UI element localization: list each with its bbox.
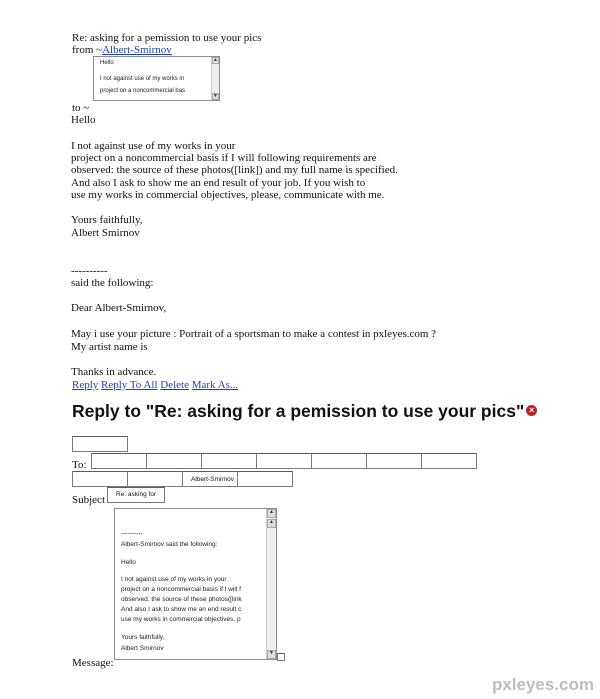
message-preview-box[interactable] bbox=[93, 56, 220, 101]
message-line: Albert Smirnov bbox=[121, 645, 164, 652]
scroll-down-icon[interactable]: ▼ bbox=[267, 650, 276, 659]
scroll-down-icon[interactable]: ▼ bbox=[213, 93, 218, 99]
body-line: Hello bbox=[71, 114, 96, 126]
recipient-field-7[interactable] bbox=[421, 453, 477, 469]
recipient-field-5[interactable] bbox=[311, 453, 367, 469]
message-line: And also I ask to show me an end result c bbox=[121, 606, 242, 613]
resize-handle[interactable] bbox=[277, 653, 285, 661]
message-line: use my works in commercial objectives, p bbox=[121, 616, 241, 623]
body-line: Albert Smirnov bbox=[71, 227, 140, 239]
mark-as-link[interactable]: Mark As... bbox=[191, 379, 239, 391]
scroll-up-icon[interactable]: ▲ bbox=[267, 509, 276, 518]
from-label: from ~ bbox=[72, 44, 103, 56]
subject-label: Subject bbox=[72, 494, 105, 506]
preview-line: project on a noncommercial bas bbox=[100, 88, 186, 94]
recipient-field-1[interactable] bbox=[91, 453, 147, 469]
recipient-field-6[interactable] bbox=[366, 453, 422, 469]
to-label: To: bbox=[72, 459, 87, 471]
message-line: project on a noncommercial basis if I will f bbox=[121, 586, 241, 593]
preview-line: Hello bbox=[100, 60, 114, 66]
top-blank-field[interactable] bbox=[72, 436, 128, 452]
scroll-up-icon[interactable]: ▲ bbox=[267, 519, 276, 528]
body-line: I not against use of my works in your bbox=[71, 140, 236, 152]
message-from bbox=[72, 44, 172, 56]
recipient-field-3[interactable] bbox=[201, 453, 257, 469]
reply-heading-text: Reply to "Re: asking for a pemission to use your pics" bbox=[72, 401, 525, 421]
message-line: ---------- bbox=[121, 530, 143, 537]
body-line: May i use your picture : Portrait of a sportsman to make a contest in pxleyes.com ? bbox=[71, 328, 437, 340]
watermark: pxleyes.com bbox=[491, 675, 594, 694]
message-line: Hello bbox=[121, 559, 136, 566]
message-subject: Re: asking for a pemission to use your pics bbox=[72, 32, 262, 44]
body-line: said the following: bbox=[71, 277, 154, 289]
recipient-value: Albert-Smirnov bbox=[191, 476, 234, 483]
reply-link[interactable]: Reply bbox=[72, 379, 99, 391]
body-line: use my works in commercial objectives, please, communicate with me. bbox=[71, 189, 385, 201]
body-line: observed: the source of these photos([link]) and my full name is specified. bbox=[71, 164, 398, 176]
recipient-field-2[interactable] bbox=[146, 453, 202, 469]
body-line: Thanks in advance. bbox=[71, 366, 157, 378]
subject-value: Re: asking for bbox=[116, 491, 157, 498]
recipient-input[interactable] bbox=[182, 471, 238, 487]
message-line: Albert-Smirnov said the following: bbox=[121, 541, 218, 548]
message-line: I not against use of my works in your bbox=[121, 576, 227, 583]
cc-field-1[interactable] bbox=[72, 471, 128, 487]
cc-field-2[interactable] bbox=[127, 471, 183, 487]
body-line: My artist name is bbox=[71, 341, 148, 353]
scroll-up-icon[interactable]: ▲ bbox=[213, 57, 218, 63]
message-textarea[interactable] bbox=[114, 508, 277, 660]
message-actions bbox=[72, 379, 238, 391]
body-line: Yours faithfully, bbox=[71, 214, 143, 226]
message-line: observed: the source of these photos([link bbox=[121, 596, 242, 603]
body-line: And also I ask to show me an end result of your job. If you wish to bbox=[71, 177, 366, 189]
reply-heading bbox=[72, 401, 537, 422]
delete-link[interactable]: Delete bbox=[160, 379, 189, 391]
message-to: to ~ bbox=[72, 102, 90, 114]
body-line: Dear Albert-Smirnov, bbox=[71, 302, 167, 314]
message-label: Message: bbox=[72, 657, 114, 669]
preview-line: I not against use of my works in bbox=[100, 76, 185, 82]
body-line: project on a noncommercial basis if I will following requirements are bbox=[71, 152, 377, 164]
reply-all-link[interactable]: Reply To All bbox=[101, 379, 158, 391]
close-icon[interactable]: × bbox=[526, 405, 537, 416]
message-line: Yours faithfully, bbox=[121, 634, 165, 641]
recipient-field-4[interactable] bbox=[256, 453, 312, 469]
sender-link[interactable]: Albert-Smirnov bbox=[102, 44, 172, 56]
cc-field-4[interactable] bbox=[237, 471, 293, 487]
subject-input[interactable] bbox=[107, 487, 165, 503]
preview-scrollbar[interactable] bbox=[211, 57, 219, 100]
body-line: ---------- bbox=[71, 265, 108, 277]
message-scrollbar[interactable] bbox=[266, 509, 276, 659]
